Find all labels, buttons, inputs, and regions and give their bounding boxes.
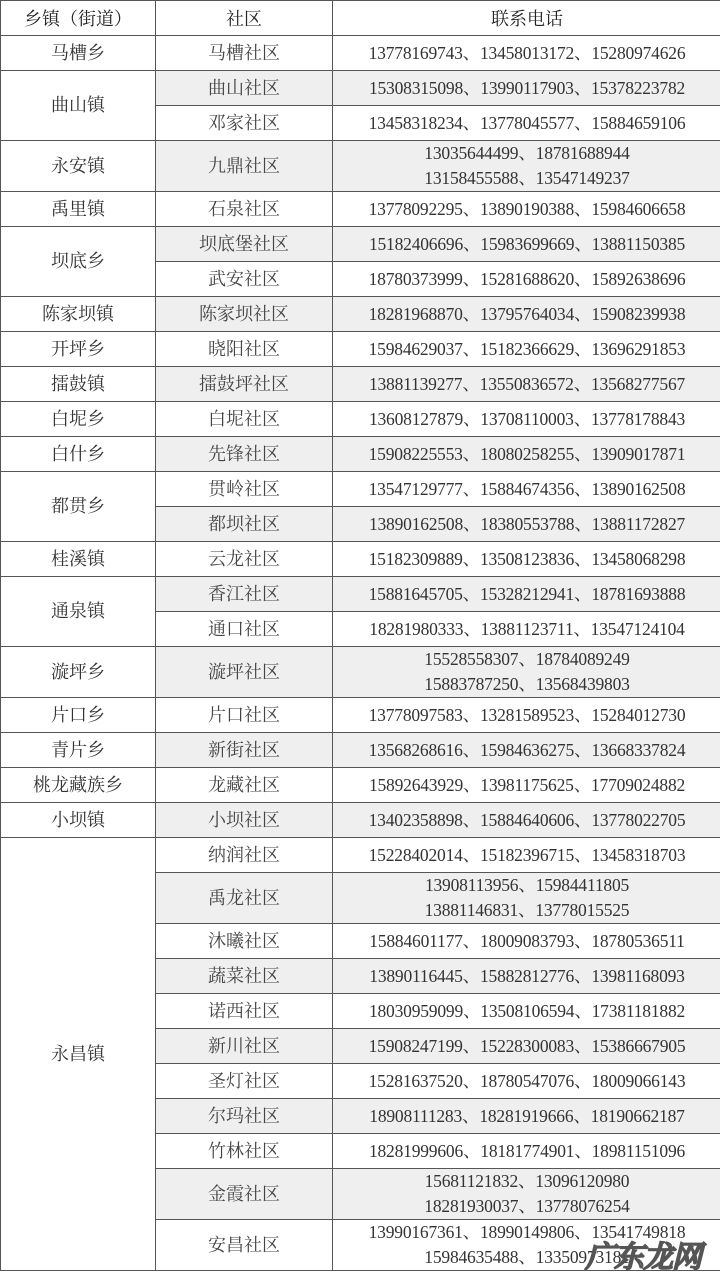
community-cell: 纳润社区 (156, 838, 333, 873)
community-cell: 白坭社区 (156, 402, 333, 437)
phone-cell (333, 1099, 720, 1134)
community-cell: 小坝社区 (156, 803, 333, 838)
phone-cell (333, 106, 720, 141)
phone-cell (333, 141, 720, 192)
community-cell: 贯岭社区 (156, 472, 333, 507)
town-cell: 马槽乡 (1, 36, 156, 71)
community-cell: 安昌社区 (156, 1220, 333, 1271)
phone-line: 13035644499、18781688944 (424, 143, 630, 163)
town-cell: 擂鼓镇 (1, 367, 156, 402)
community-cell: 竹林社区 (156, 1134, 333, 1169)
community-cell: 马槽社区 (156, 36, 333, 71)
town-cell: 桃龙藏族乡 (1, 768, 156, 803)
town-cell: 曲山镇 (1, 71, 156, 141)
community-cell: 新街社区 (156, 733, 333, 768)
phone-cell (333, 542, 720, 577)
phone-line: 13890116445、15882812776、13981168093 (369, 965, 685, 986)
table-row (1, 367, 720, 402)
town-cell: 片口乡 (1, 698, 156, 733)
phone-line: 15528558307、18784089249 (424, 649, 630, 669)
community-cell: 金霞社区 (156, 1169, 333, 1220)
phone-line: 18281999606、18181774901、18981151096 (368, 1140, 686, 1161)
town-cell: 白什乡 (1, 437, 156, 472)
town-cell: 陈家坝镇 (1, 297, 156, 332)
phone-line: 18908111283、18281919666、18190662187 (369, 1105, 685, 1126)
phone-line: 15908247199、15228300083、15386667905 (368, 1035, 686, 1056)
table-row (1, 838, 720, 873)
phone-line: 13881146831、13778015525 (424, 900, 630, 920)
town-cell: 小坝镇 (1, 803, 156, 838)
community-cell: 圣灯社区 (156, 1064, 333, 1099)
community-cell: 武安社区 (156, 262, 333, 297)
phone-cell (333, 803, 720, 838)
community-cell: 新川社区 (156, 1029, 333, 1064)
phone-cell (333, 71, 720, 106)
town-cell: 通泉镇 (1, 577, 156, 647)
table-body (1, 36, 720, 1271)
table-row (1, 227, 720, 262)
phone-cell (333, 959, 720, 994)
town-cell: 白坭乡 (1, 402, 156, 437)
phone-line: 13778092295、13890190388、15984606658 (368, 198, 686, 219)
phone-line: 15883787250、13568439803 (424, 674, 630, 694)
town-cell: 漩坪乡 (1, 647, 156, 698)
phone-cell (333, 192, 720, 227)
town-cell: 青片乡 (1, 733, 156, 768)
community-cell: 晓阳社区 (156, 332, 333, 367)
phone-line: 13890162508、18380553788、13881172827 (368, 513, 686, 534)
phone-cell (333, 994, 720, 1029)
table-row (1, 402, 720, 437)
community-cell: 邓家社区 (156, 106, 333, 141)
community-cell: 龙藏社区 (156, 768, 333, 803)
community-cell: 片口社区 (156, 698, 333, 733)
table-row (1, 647, 720, 698)
community-cell: 坝底堡社区 (156, 227, 333, 262)
phone-line: 15984635488、13350973181 (424, 1247, 630, 1267)
header-row (1, 1, 720, 36)
phone-line: 15884601177、18009083793、18780536511 (369, 930, 685, 951)
phone-cell (333, 647, 720, 698)
phone-cell (333, 768, 720, 803)
table-row (1, 141, 720, 192)
community-cell: 漩坪社区 (156, 647, 333, 698)
table-row (1, 332, 720, 367)
community-cell: 蔬菜社区 (156, 959, 333, 994)
phone-cell (333, 698, 720, 733)
phone-line: 13990167361、18990149806、13541749818 (368, 1222, 686, 1242)
town-cell: 禹里镇 (1, 192, 156, 227)
table-row (1, 577, 720, 612)
header-phone: 联系电话 (333, 1, 720, 36)
table-row (1, 542, 720, 577)
watermark: 广东龙网 (585, 1240, 701, 1275)
phone-line: 15681121832、13096120980 (424, 1171, 630, 1191)
table-row (1, 733, 720, 768)
phone-cell (333, 332, 720, 367)
community-cell: 禹龙社区 (156, 873, 333, 924)
phone-line: 15908225553、18080258255、13909017871 (368, 443, 686, 464)
table-row (1, 768, 720, 803)
phone-line: 15984629037、15182366629、13696291853 (368, 338, 686, 359)
community-cell: 通口社区 (156, 612, 333, 647)
phone-line: 18281930037、13778076254 (424, 1196, 630, 1216)
phone-line: 15892643929、13981175625、17709024882 (368, 774, 686, 795)
phone-line: 18281980333、13881123711、13547124104 (369, 618, 685, 639)
town-cell: 永安镇 (1, 141, 156, 192)
phone-cell (333, 36, 720, 71)
table-row (1, 192, 720, 227)
community-cell: 都坝社区 (156, 507, 333, 542)
phone-cell (333, 838, 720, 873)
phone-cell (333, 1064, 720, 1099)
phone-line: 15182406696、15983699669、13881150385 (368, 233, 686, 254)
phone-line: 13458318234、13778045577、15884659106 (368, 112, 686, 133)
community-cell: 云龙社区 (156, 542, 333, 577)
phone-line: 18281968870、13795764034、15908239938 (368, 303, 686, 324)
phone-line: 13568268616、15984636275、13668337824 (368, 739, 686, 760)
header-town: 乡镇（街道） (1, 1, 156, 36)
table-row (1, 437, 720, 472)
community-cell: 诺西社区 (156, 994, 333, 1029)
phone-line: 15182309889、13508123836、13458068298 (368, 548, 686, 569)
community-cell: 石泉社区 (156, 192, 333, 227)
phone-line: 15881645705、15328212941、18781693888 (368, 583, 686, 604)
phone-cell (333, 402, 720, 437)
phone-line: 13547129777、15884674356、13890162508 (368, 478, 686, 499)
table-row (1, 297, 720, 332)
phone-cell (333, 612, 720, 647)
community-cell: 陈家坝社区 (156, 297, 333, 332)
phone-line: 13778169743、13458013172、15280974626 (368, 42, 686, 63)
phone-line: 15281637520、18780547076、18009066143 (368, 1070, 686, 1091)
community-cell: 九鼎社区 (156, 141, 333, 192)
community-cell: 香江社区 (156, 577, 333, 612)
phone-cell (333, 733, 720, 768)
phone-line: 13881139277、13550836572、13568277567 (368, 373, 686, 394)
phone-line: 13778097583、13281589523、15284012730 (368, 704, 686, 725)
phone-line: 18030959099、13508106594、17381181882 (368, 1000, 686, 1021)
phone-cell (333, 577, 720, 612)
phone-cell (333, 873, 720, 924)
phone-cell (333, 227, 720, 262)
table-row (1, 803, 720, 838)
phone-cell (333, 262, 720, 297)
phone-line: 15228402014、15182396715、13458318703 (368, 844, 686, 865)
table-row (1, 698, 720, 733)
phone-cell (333, 1029, 720, 1064)
phone-line: 13402358898、15884640606、13778022705 (368, 809, 686, 830)
table-row (1, 472, 720, 507)
phone-line: 13158455588、13547149237 (424, 168, 630, 188)
phone-cell (333, 1134, 720, 1169)
town-cell: 坝底乡 (1, 227, 156, 297)
community-cell: 沐曦社区 (156, 924, 333, 959)
table-row (1, 71, 720, 106)
phone-cell (333, 367, 720, 402)
community-cell: 擂鼓坪社区 (156, 367, 333, 402)
community-cell: 曲山社区 (156, 71, 333, 106)
phone-cell (333, 437, 720, 472)
town-cell: 开坪乡 (1, 332, 156, 367)
community-cell: 先锋社区 (156, 437, 333, 472)
community-cell: 尔玛社区 (156, 1099, 333, 1134)
phone-cell (333, 297, 720, 332)
town-cell: 桂溪镇 (1, 542, 156, 577)
header-community: 社区 (156, 1, 333, 36)
phone-line: 15308315098、13990117903、15378223782 (368, 77, 686, 98)
town-cell: 永昌镇 (1, 838, 156, 1271)
phone-cell (333, 1220, 720, 1271)
phone-cell (333, 1169, 720, 1220)
phone-cell (333, 924, 720, 959)
phone-cell (333, 472, 720, 507)
phone-line: 18780373999、15281688620、15892638696 (368, 268, 686, 289)
table-row (1, 36, 720, 71)
phone-line: 13608127879、13708110003、13778178843 (368, 408, 686, 429)
phone-line: 13908113956、15984411805 (424, 875, 630, 895)
town-cell: 都贯乡 (1, 472, 156, 542)
phone-cell (333, 507, 720, 542)
